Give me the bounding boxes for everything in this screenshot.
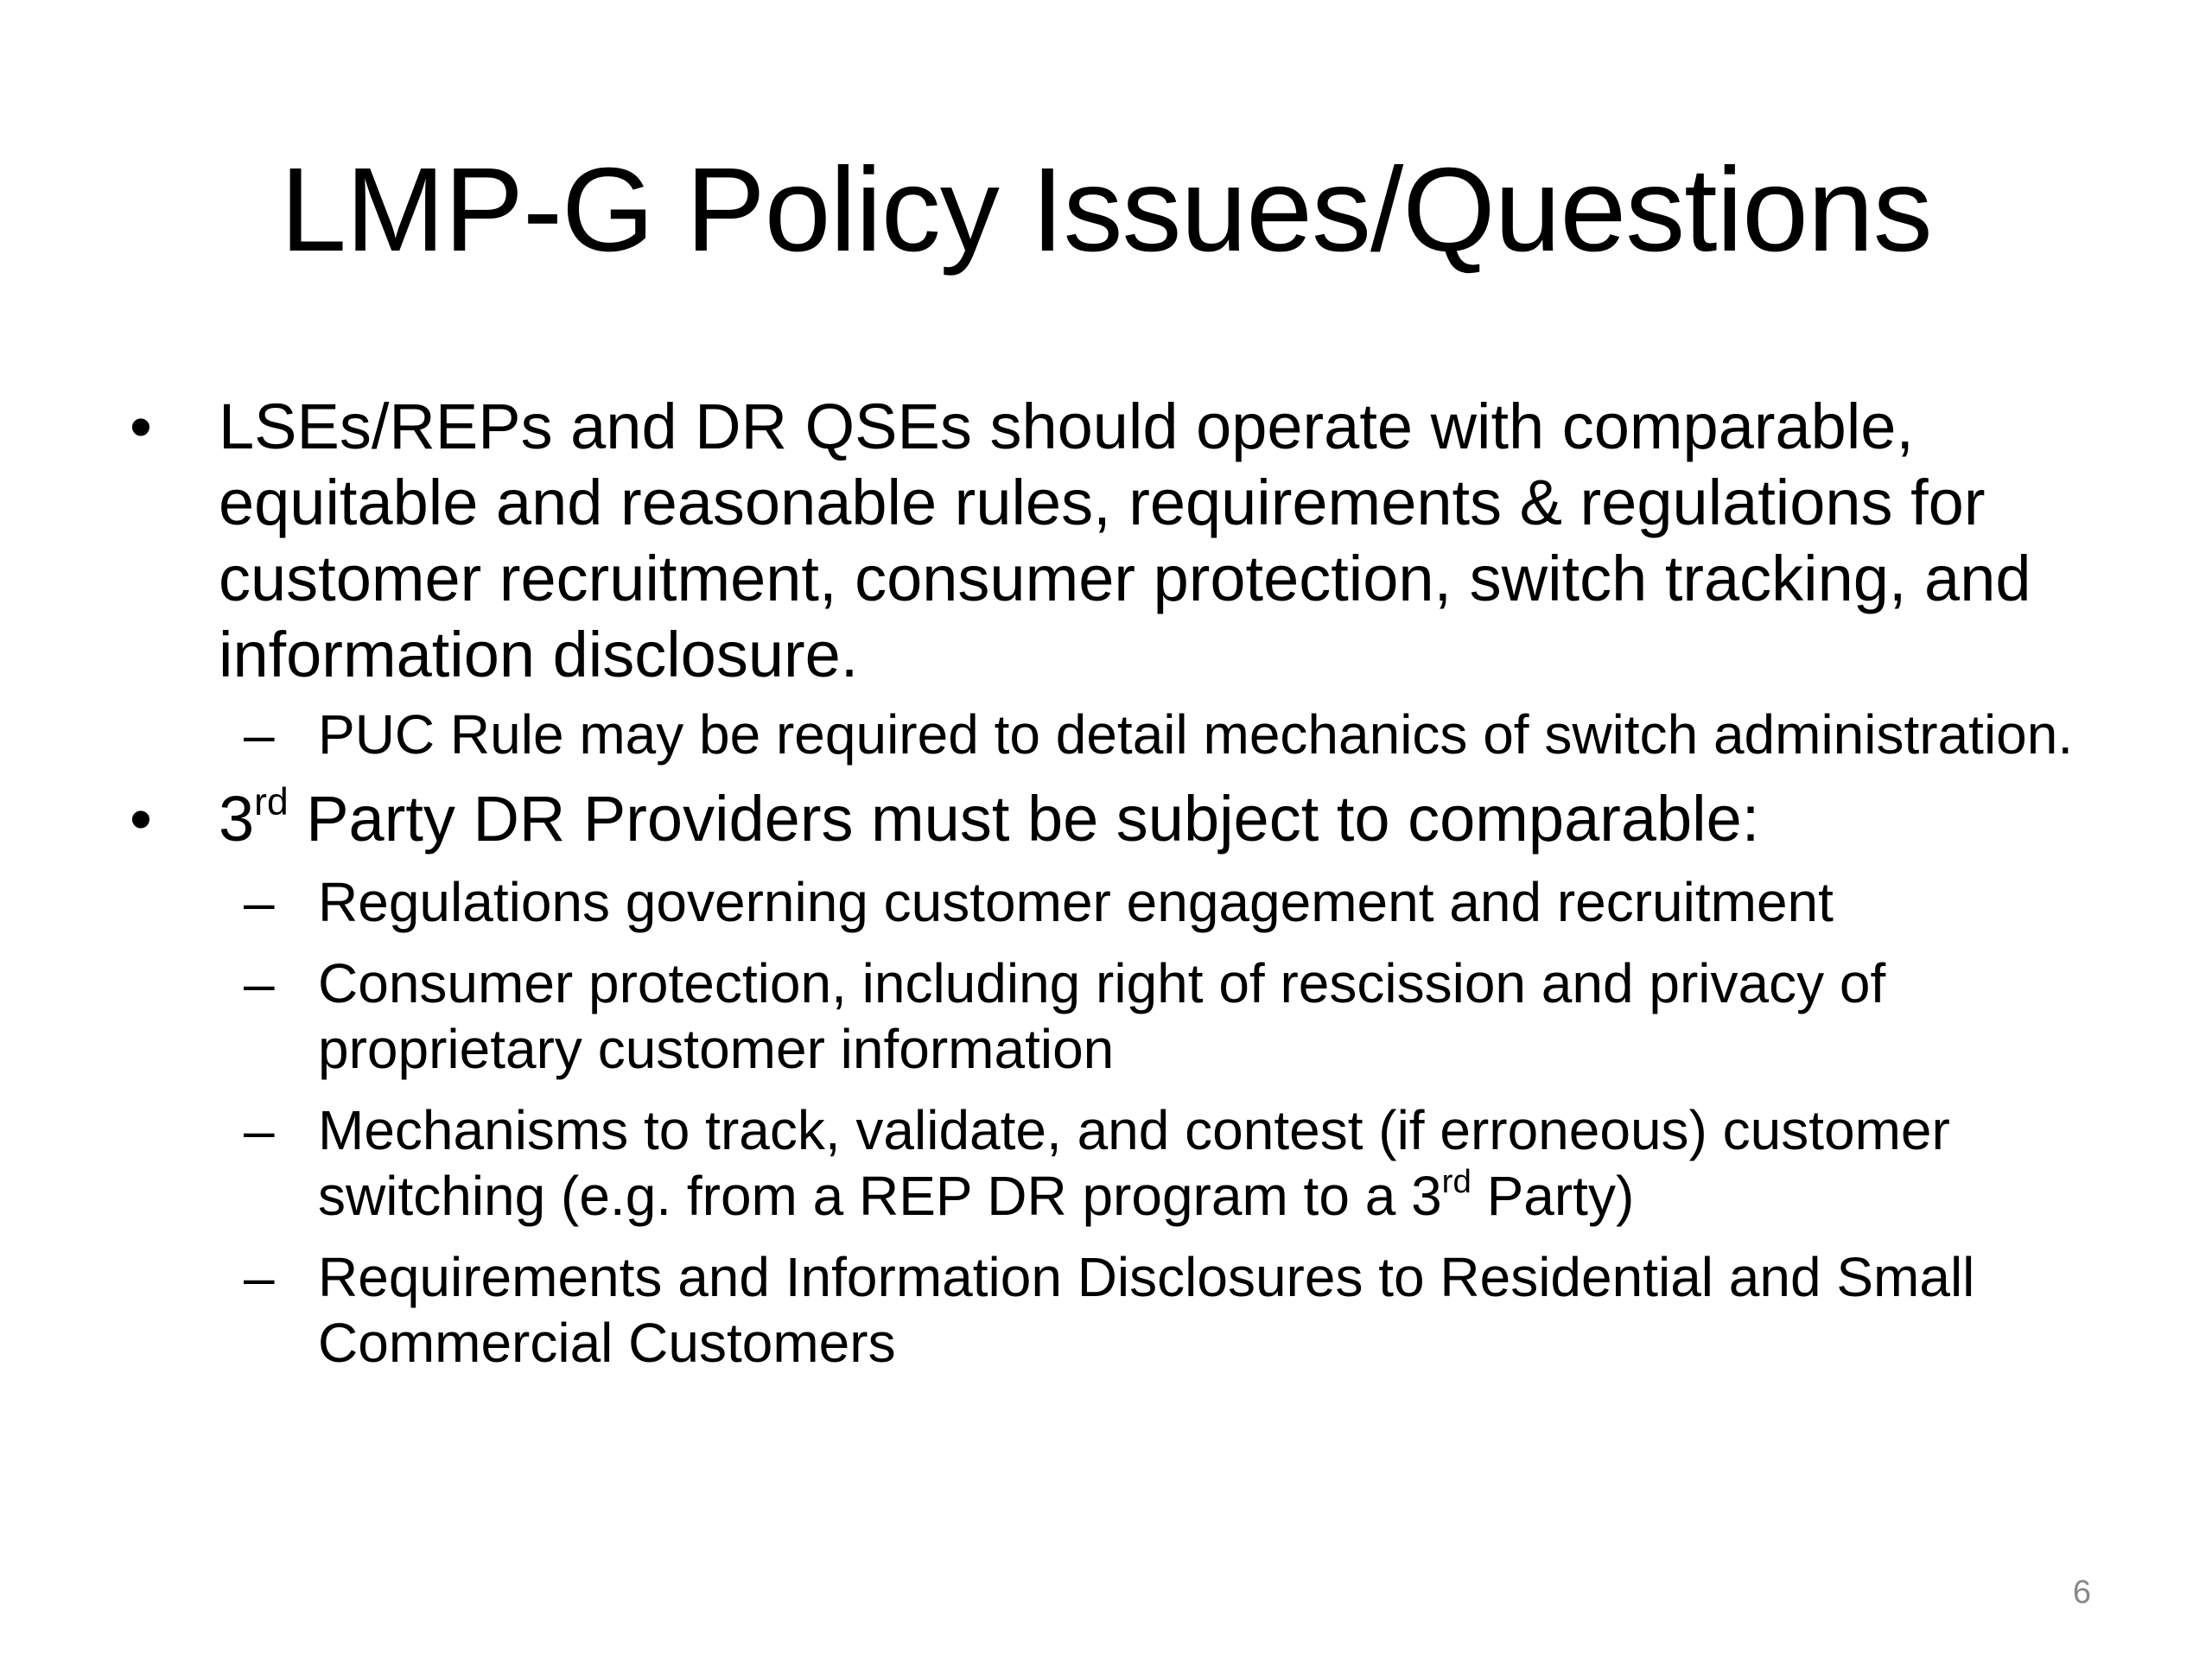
sub-bullet-item (130, 702, 2117, 767)
bullet-text-suffix: Party DR Providers must be subject to comparable: (288, 783, 1760, 855)
sub-bullet-text: PUC Rule may be required to detail mechanics of switch administration. (318, 703, 2074, 766)
superscript: rd (1441, 1162, 1471, 1200)
dash-marker: – (244, 703, 275, 766)
dash-marker: – (244, 1246, 275, 1308)
dash-marker: – (244, 1099, 275, 1161)
sub-bullet-item (130, 950, 2117, 1082)
sub-bullet-text: Consumer protection, including right of rescission and privacy of proprietary customer information (318, 952, 1886, 1080)
bullet-text-prefix: 3 (219, 783, 255, 855)
bullet-marker: • (130, 783, 152, 855)
slide-title: LMP-G Policy Issues/Questions (280, 143, 1932, 276)
bullet-marker: • (130, 391, 152, 462)
sub-bullet-text: Regulations governing customer engagement and recruitment (318, 871, 1834, 933)
sub-bullet-item (130, 1244, 2117, 1376)
sub-bullet-text-suffix: Party) (1471, 1165, 1635, 1227)
bullet-item (130, 781, 2117, 857)
sub-bullet-text: Requirements and Information Disclosures to Residential and Small Commercial Customers (318, 1246, 1975, 1374)
bullet-item (130, 389, 2117, 693)
dash-marker: – (244, 952, 275, 1014)
slide-body (130, 389, 2117, 1376)
sub-bullet-text-prefix: Mechanisms to track, validate, and contest (if erroneous) customer switching (e.g. from a REP DR program to a 3 (318, 1099, 1950, 1227)
page-number: 6 (2072, 1574, 2091, 1611)
bullet-text: LSEs/REPs and DR QSEs should operate with comparable, equitable and reasonable rules, requirements & regulations for customer recruitment, consumer protection, switch tracking, and information disclosure. (219, 391, 2031, 690)
superscript: rd (254, 780, 289, 823)
dash-marker: – (244, 871, 275, 933)
sub-bullet-item (130, 869, 2117, 935)
sub-bullet-item (130, 1097, 2117, 1229)
